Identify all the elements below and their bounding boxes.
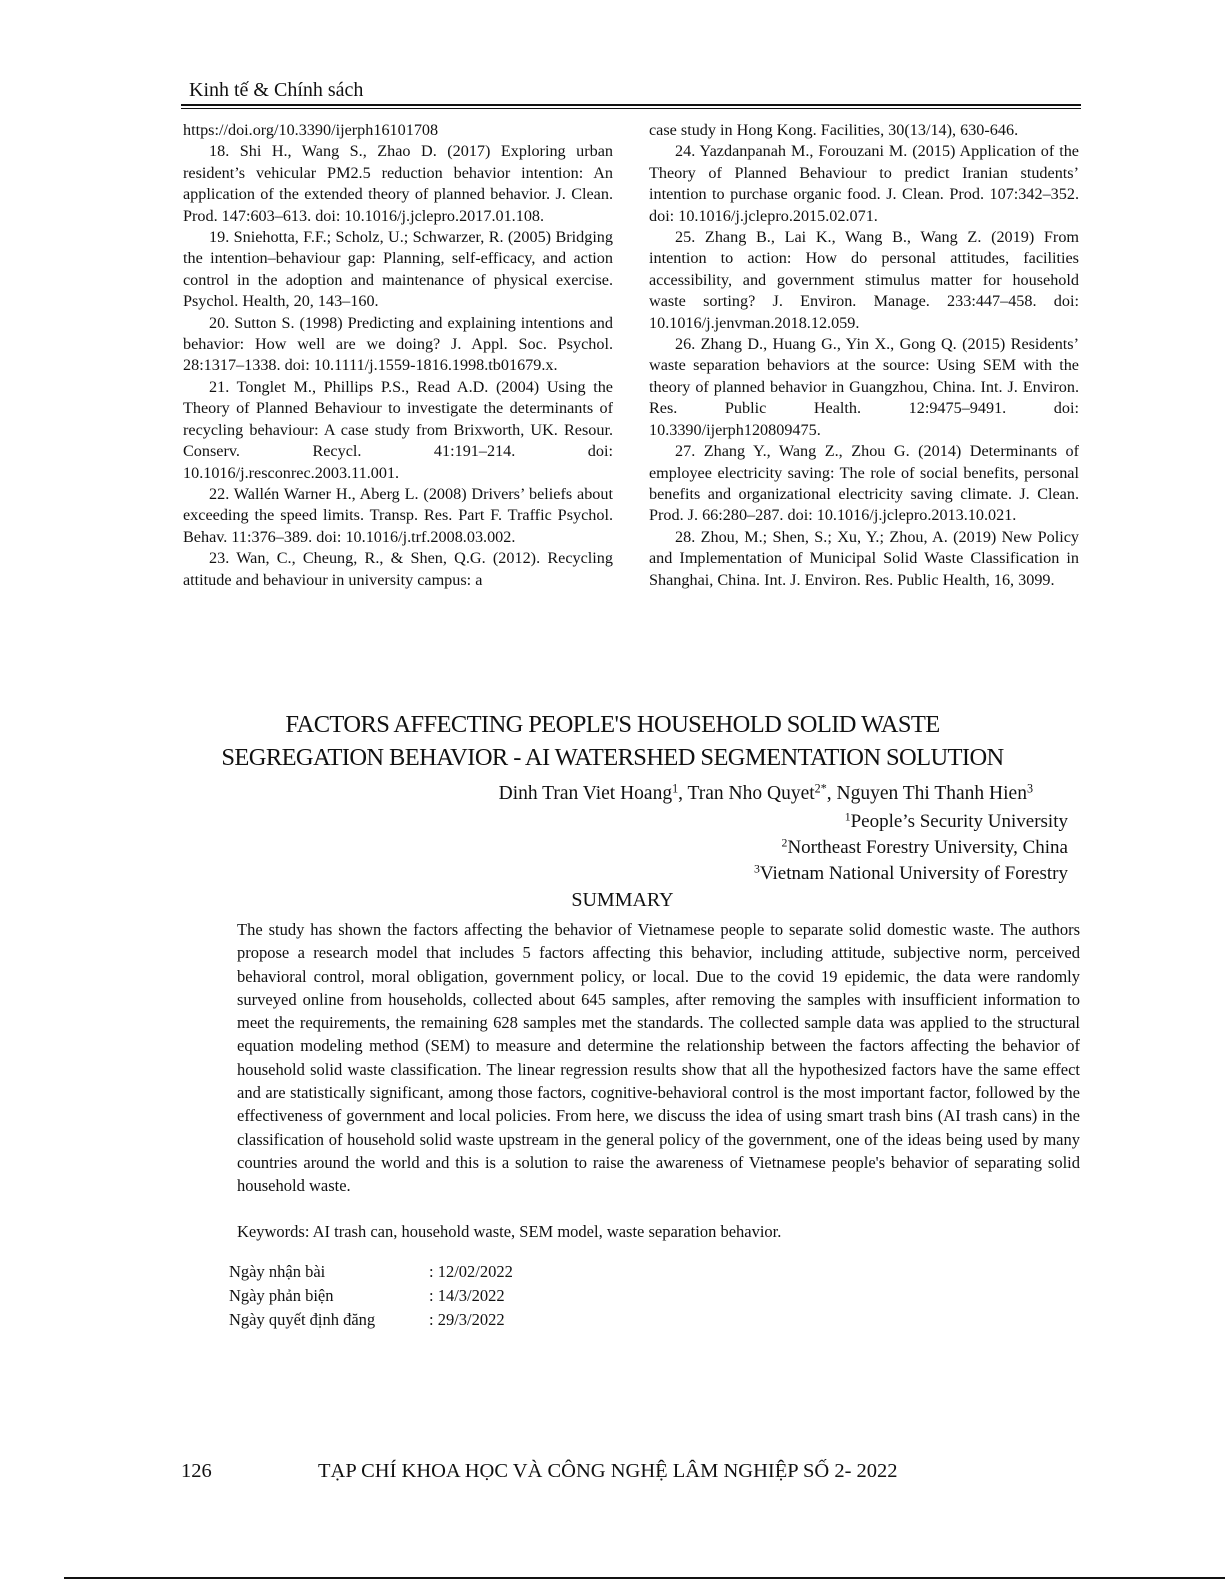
author-name: Dinh Tran Viet Hoang: [498, 783, 673, 804]
author-affiliation-mark: 3: [1026, 781, 1033, 796]
reference-entry: 28. Zhou, M.; Shen, S.; Xu, Y.; Zhou, A. (2019) New Policy and Implementation of Municipal Solid Waste Classification in Shanghai, China. Int. J. Environ. Res. Public Health, 16, 3099.: [649, 527, 1079, 589]
reference-entry: 24. Yazdanpanah M., Forouzani M. (2015) Application of the Theory of Planned Behaviour to predict Iranian students’ intention to purchase organic food. J. Clean. Prod. 107:342–352. doi: 10.1016/j.jclepro.2015.02.071.: [649, 142, 1079, 225]
references-right-column: [649, 120, 1079, 591]
reference-entry: https://doi.org/10.3390/ijerph16101708: [183, 121, 439, 139]
reference-entry: 21. Tonglet M., Phillips P.S., Read A.D. (2004) Using the Theory of Planned Behaviour to investigate the determinants of recycling behaviour: A case study from Brixworth, UK. Resour. Conserv. Recycl. 41:191–214. doi: 10.1016/j.resconrec.2003.11.001.: [183, 377, 613, 482]
page-number: 126: [181, 1460, 212, 1482]
summary-text: The study has shown the factors affecting the behavior of Vietnamese people to separate solid domestic waste. The authors propose a research model that includes 5 factors affecting this behavior, including attitude, subjective norm, perceived behavioral control, moral obligation, government policy, or local. Due to the covid 19 epidemic, the data were randomly surveyed online from households, collected about 645 samples, after removing the samples with insufficient information to meet the requirements, the remaining 628 samples met the standards. The collected sample data was applied to the structural equation modeling method (SEM) to measure and determine the relationship between the factors affecting the behavior of household solid waste classification. The linear regression results show that all the hypothesized factors have the same effect and are statistically significant, among those factors, cognitive-behavioral control is the most important factor, followed by the effectiveness of government and local policies. From here, we discuss the idea of using smart trash bins (AI trash cans) in the classification of household solid waste upstream in the general policy of the government, one of the ideas being used by many countries around the world and this is a solution to raise the awareness of Vietnamese people's behavior of separating solid household waste.: [237, 920, 1080, 1196]
reference-entry: 22. Wallén Warner H., Aberg L. (2008) Drivers’ beliefs about exceeding the speed limits. Transp. Res. Part F. Traffic Psychol. Behav. 11:376–389. doi: 10.1016/j.trf.2008.03.002.: [183, 484, 613, 546]
keywords: Keywords: AI trash can, household waste, SEM model, waste separation behavior.: [237, 1222, 782, 1241]
affiliation: [782, 837, 1068, 859]
reference-entry: 23. Wan, C., Cheung, R., & Shen, Q.G. (2012). Recycling attitude and behaviour in university campus: a: [183, 549, 613, 589]
article-title-line: SEGREGATION BEHAVIOR - AI WATERSHED SEGMENTATION SOLUTION: [221, 744, 1004, 771]
author-name: Tran Nho Quyet: [687, 783, 815, 804]
reference-entry: 20. Sutton S. (1998) Predicting and explaining intentions and behavior: How well are we doing? J. Appl. Soc. Psychol. 28:1317–1338. doi: 10.1111/j.1559-1816.1998.tb01679.x.: [183, 313, 613, 375]
article-title-line: FACTORS AFFECTING PEOPLE'S HOUSEHOLD SOLID WASTE: [285, 711, 940, 738]
date-row: [229, 1262, 513, 1286]
reference-entry: 26. Zhang D., Huang G., Yin X., Gong Q. (2015) Residents’ waste separation behaviors at the source: Using SEM with the theory of planned behavior in Guangzhou, China. Int. J. Environ. Res. Public Health. 12:9475–9491. doi: 10.3390/ijerph120809475.: [649, 335, 1079, 439]
author-name: Nguyen Thi Thanh Hien: [836, 783, 1027, 804]
reference-entry: 25. Zhang B., Lai K., Wang B., Wang Z. (2019) From intention to action: How do personal attitudes, facilities accessibility, and government stimulus matter for household waste sorting? J. Environ. Manage. 233:447–458. doi: 10.1016/j.jenvman.2018.12.059.: [649, 228, 1079, 332]
date-label: Ngày quyết định đăng: [229, 1310, 376, 1329]
submission-dates: [229, 1262, 513, 1334]
affiliation-name: Northeast Forestry University, China: [787, 837, 1068, 858]
reference-entry: case study in Hong Kong. Facilities, 30(13/14), 630-646.: [649, 121, 1019, 139]
date-label: Ngày nhận bài: [229, 1262, 326, 1281]
date-value: : 29/3/2022: [429, 1310, 505, 1329]
affiliation: [754, 863, 1068, 885]
article-title: [150, 708, 1075, 774]
affiliation: [845, 811, 1068, 833]
date-row: [229, 1286, 513, 1310]
section-title: Kinh tế & Chính sách: [189, 79, 364, 101]
reference-entry: 18. Shi H., Wang S., Zhao D. (2017) Exploring urban resident’s vehicular PM2.5 reduction behavior intention: An application of the extended theory of planned behavior. J. Clean. Prod. 147:603–613. doi: 10.1016/j.jclepro.2017.01.108.: [183, 142, 613, 225]
affiliation-name: Vietnam National University of Forestry: [759, 863, 1068, 884]
date-value: : 14/3/2022: [429, 1286, 505, 1305]
author-list: Dinh Tran Viet Hoang$^1$, Tran Nho Quyet$^{2*}$, Nguyen Thi Thanh Hien$^3$: [498, 781, 1033, 804]
date-value: : 12/02/2022: [429, 1262, 513, 1281]
author-affiliation-mark: 2*: [814, 781, 827, 796]
affiliation-mark: 3: [754, 862, 760, 876]
author-affiliation-mark: 1: [672, 781, 679, 796]
references-left-column: [183, 120, 613, 591]
affiliation-name: People’s Security University: [850, 811, 1068, 832]
affiliation-mark: 2: [781, 836, 788, 850]
reference-entry: 19. Sniehotta, F.F.; Scholz, U.; Schwarzer, R. (2005) Bridging the intention–behaviour gap: Planning, self-efficacy, and action control in the adoption and maintenance of physical exercise. Psychol. Health, 20, 143–160.: [183, 228, 613, 311]
journal-name: TẠP CHÍ KHOA HỌC VÀ CÔNG NGHỆ LÂM NGHIỆP SỐ 2- 2022: [318, 1460, 898, 1482]
affiliation-mark: 1: [844, 810, 851, 824]
header-rule: [181, 104, 1081, 106]
date-row: [229, 1310, 513, 1334]
summary-heading: SUMMARY: [571, 889, 674, 911]
reference-entry: 27. Zhang Y., Wang Z., Zhou G. (2014) Determinants of employee electricity saving: The role of social benefits, personal benefits and organizational electricity saving climate. J. Clean. Prod. J. 66:280–287. doi: 10.1016/j.jclepro.2013.10.021.: [649, 442, 1079, 525]
header-rule-thin: [181, 108, 1081, 109]
bottom-rule: [64, 1577, 1225, 1579]
date-label: Ngày phản biện: [229, 1286, 334, 1305]
